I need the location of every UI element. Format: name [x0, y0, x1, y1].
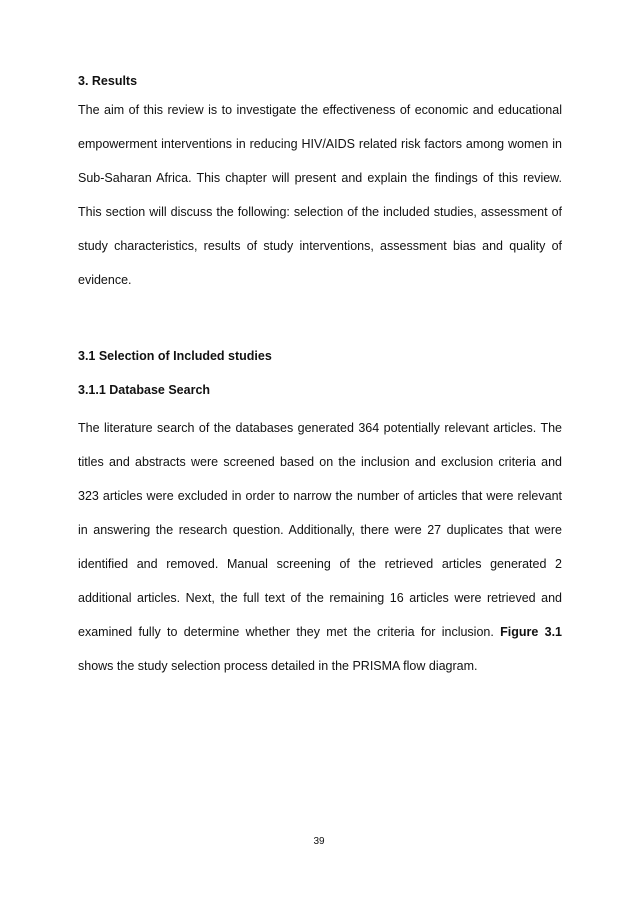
database-search-paragraph	[78, 411, 562, 683]
subsection-heading: 3.1 Selection of Included studies	[78, 349, 272, 363]
section-heading: 3. Results	[78, 74, 138, 88]
intro-paragraph: The aim of this review is to investigate the effectiveness of economic and educational empowerment interventions in reducing HIV/AIDS related risk factors among women in Sub-Saharan Africa. This chapter will present and explain the findings of this review. This section will discuss the following: selection of the included studies, assessment of study characteristics, results of study interventions, assessment bias and quality of evidence.	[78, 103, 562, 287]
figure-sentence: shows the study selection process detailed in the PRISMA flow diagram.	[78, 659, 478, 673]
database-search-text: The literature search of the databases generated 364 potentially relevant articles. The titles and abstracts were screened based on the inclusion and exclusion criteria and 323 articles were excluded in order to narrow the number of articles that were relevant in answering the research question. Additionally, there were 27 duplicates that were identified and removed. Manual screening of the retrieved articles generated 2 additional articles. Next, the full text of the remaining 16 articles were retrieved and examined fully to determine whether they met the criteria for inclusion.	[78, 421, 562, 639]
figure-reference: Figure 3.1	[500, 625, 563, 639]
page-content	[78, 66, 562, 683]
page-number: 39	[313, 836, 325, 847]
subsubsection-heading: 3.1.1 Database Search	[78, 383, 211, 397]
